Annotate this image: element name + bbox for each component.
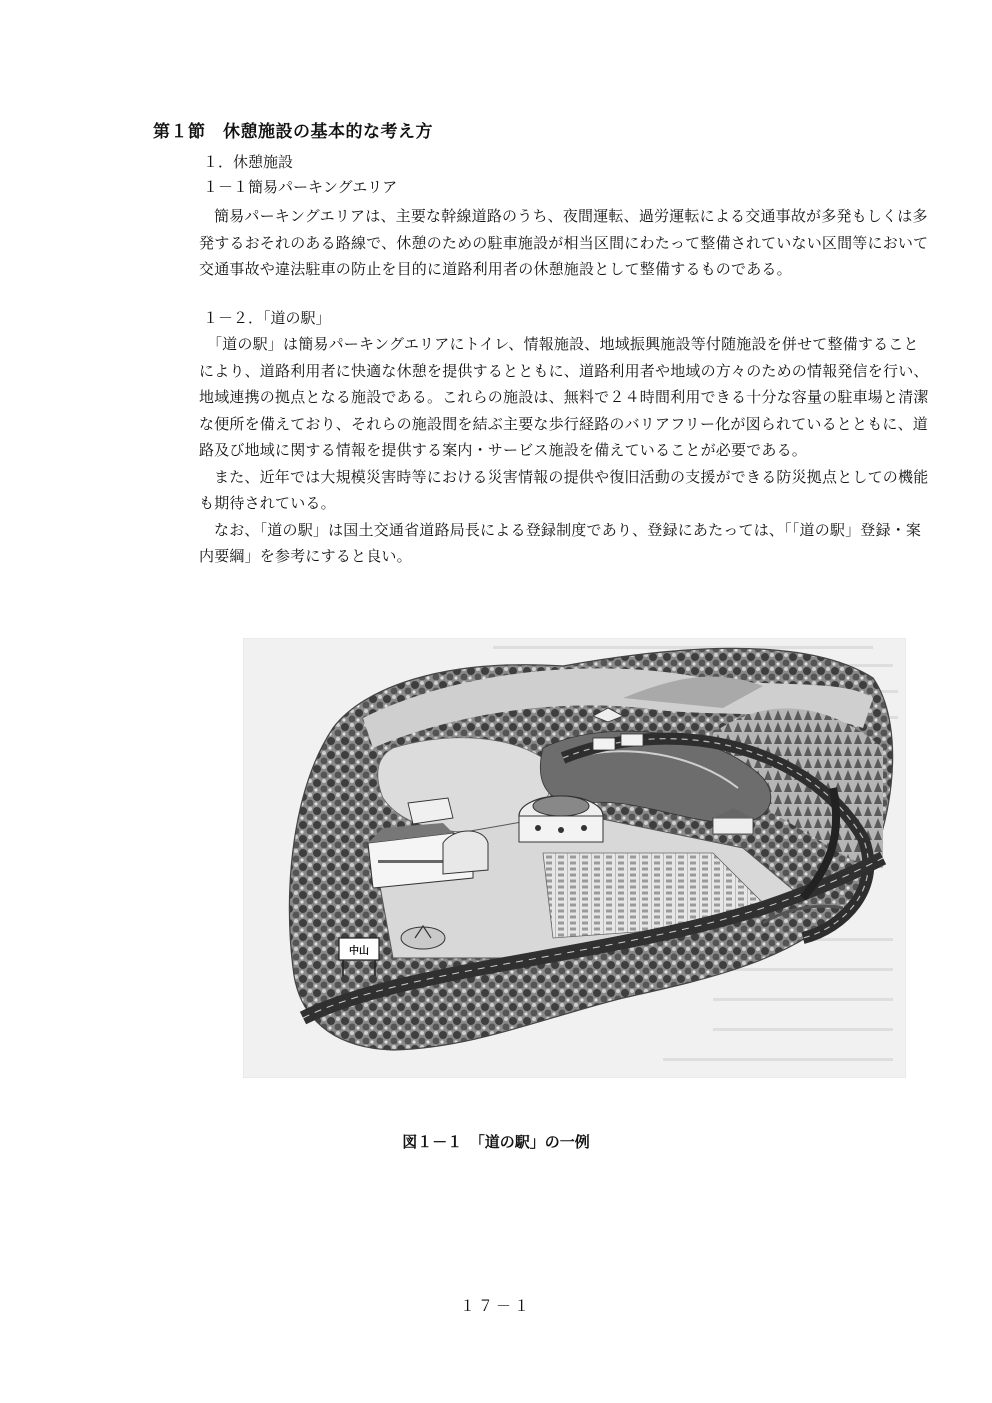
paragraph-line: なお、「道の駅」は国土交通省道路局長による登録制度であり、登録にあたっては、「「道の駅」登録・案 bbox=[214, 521, 922, 539]
paragraph-line: 簡易パーキングエリアは、主要な幹線道路のうち、夜間運転、過労運転による交通事故が多発もしくは多 bbox=[214, 207, 928, 225]
subheading-simple-parking: １－１簡易パーキングエリア bbox=[203, 178, 398, 196]
paragraph-line: 交通事故や違法駐車の防止を目的に道路利用者の休憩施設として整備するものである。 bbox=[199, 260, 792, 278]
subheading-michi-no-eki: １－２．「道の駅」 bbox=[203, 309, 331, 327]
page-number: １７－１ bbox=[459, 1297, 532, 1315]
paragraph-line: により、道路利用者に快適な休憩を提供するとともに、道路利用者や地域の方々のための情報発信を行い、 bbox=[199, 362, 929, 380]
section-title: 第１節 休憩施設の基本的な考え方 bbox=[153, 122, 433, 142]
paragraph-line: 内要綱」を参考にすると良い。 bbox=[199, 547, 412, 565]
subheading-rest-facilities: １．休憩施設 bbox=[203, 153, 294, 171]
paragraph-line: 地域連携の拠点となる施設である。これらの施設は、無料で２４時間利用できる十分な容量の駐車場と清潔 bbox=[199, 388, 929, 406]
paragraph-line: また、近年では大規模災害時等における災害情報の提供や復旧活動の支援ができる防災拠点としての機能 bbox=[214, 468, 929, 486]
paragraph-line: 路及び地域に関する情報を提供する案内・サービス施設を備えていることが必要である。 bbox=[199, 441, 808, 459]
paragraph-line: 「道の駅」は簡易パーキングエリアにトイレ、情報施設、地域振興施設等付随施設を併せて整備すること bbox=[207, 335, 919, 353]
michi-no-eki-illustration bbox=[243, 638, 906, 1078]
station-sign-text: 中山 bbox=[349, 946, 369, 957]
figure-caption: 図１－１ 「道の駅」の一例 bbox=[402, 1133, 590, 1151]
paragraph-line: 発するおそれのある路線で、休憩のための駐車施設が相当区間にわたって整備されていない区間等において bbox=[199, 234, 929, 252]
paragraph-line: な便所を備えており、それらの施設間を結ぶ主要な歩行経路のバリアフリー化が図られているとともに、道 bbox=[199, 415, 929, 433]
paragraph-line: も期待されている。 bbox=[199, 494, 336, 512]
